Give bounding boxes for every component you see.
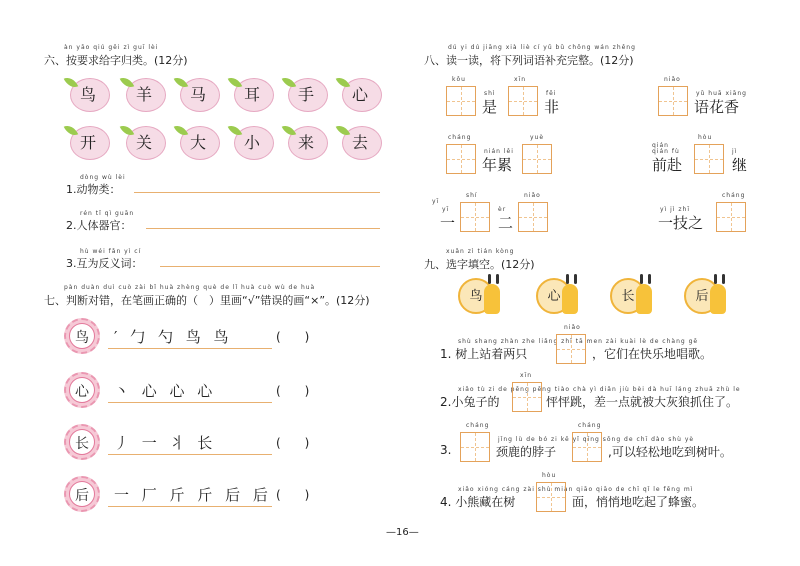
tian-box[interactable] (460, 432, 490, 462)
box-pinyin: cháng (448, 134, 472, 141)
flower-card (338, 76, 382, 112)
char-circle (64, 476, 100, 512)
flower-card (122, 76, 166, 112)
s6-heading: 六、按要求给字归类。(12分) (44, 54, 188, 67)
answer-parentheses[interactable]: ( ) (276, 436, 310, 450)
sentence-post: 怦怦跳，差一点就被大灰狼抓住了。 (546, 395, 739, 409)
s6-pinyin: àn yāo qiú gěi zì guī lèi (64, 44, 159, 51)
box-pinyin: cháng (466, 422, 490, 429)
char-pinyin: èr (498, 206, 507, 213)
circle-char: 鸟 (75, 330, 89, 346)
circle-char: 心 (75, 384, 89, 400)
sentence-pre: 2.小兔子的 (440, 395, 500, 409)
sentence-post: ,可以轻松地吃到树叶。 (608, 445, 732, 459)
snail-char: 心 (547, 289, 561, 304)
flower-char: 耳 (243, 85, 260, 104)
word-char: 一 (440, 214, 456, 232)
snail-card (536, 274, 590, 314)
flower-char: 大 (189, 133, 206, 152)
word-char: 继 (732, 156, 748, 174)
flower-card (284, 76, 328, 112)
s9-heading: 九、选字填空。(12分) (424, 258, 535, 271)
box-pinyin: niǎo (564, 324, 581, 331)
box-pinyin: cháng (578, 422, 602, 429)
char-pinyin: qián fù (652, 148, 680, 155)
flower-card (284, 124, 328, 160)
stroke-order: 丶 心 心 心 (114, 382, 217, 400)
char-circle (64, 372, 100, 408)
s6-item2-pinyin: rén tǐ qì guān (80, 210, 135, 217)
char-pinyin: nián lěi (484, 148, 514, 155)
stroke-underline (108, 348, 272, 349)
flower-card (66, 124, 110, 160)
flower-char: 马 (189, 85, 206, 104)
box-pinyin: shí (466, 192, 478, 199)
flower-char: 羊 (135, 85, 152, 104)
tian-box[interactable] (512, 382, 542, 412)
flower-card (66, 76, 110, 112)
stroke-order: ′ 勹 勺 鸟 鸟 (114, 328, 233, 346)
sentence-post: ，它们在快乐地唱歌。 (592, 347, 713, 361)
char-pinyin: yī (442, 206, 450, 213)
s6-item2-label: 2.人体器官： (66, 219, 132, 232)
box-pinyin: hòu (698, 134, 713, 141)
flower-char: 关 (135, 133, 152, 152)
s6-item1-label: 1.动物类： (66, 183, 121, 196)
flower-char: 手 (297, 85, 314, 104)
box-pinyin: hòu (542, 472, 557, 479)
stroke-underline (108, 402, 272, 403)
sentence-pinyin: shù shang zhàn zhe liǎng zhī tā men zài kuài lè de chàng gē (458, 338, 699, 345)
box-pinyin: kǒu (452, 76, 466, 83)
sentence-post: 面，悄悄地吃起了蜂蜜。 (572, 495, 705, 509)
tian-box[interactable] (716, 202, 746, 232)
char-pinyin: yì jì zhī (660, 206, 690, 213)
flower-char: 开 (79, 133, 96, 152)
flower-char: 心 (351, 85, 368, 104)
tian-box[interactable] (446, 86, 476, 116)
char-pinyin: yǔ huā xiāng (696, 90, 747, 97)
char-pinyin-extra: qián (652, 142, 669, 149)
s6-item1-pinyin: dòng wù lèi (80, 174, 126, 181)
word-chars: 年累 (482, 156, 513, 174)
char-pinyin: shì (484, 90, 496, 97)
snail-card (458, 274, 512, 314)
tian-box[interactable] (536, 482, 566, 512)
flower-char: 去 (351, 133, 368, 152)
word-chars: 前赴 (652, 156, 683, 174)
s8-heading: 八、读一读，将下列词语补充完整。(12分) (424, 54, 634, 67)
box-pinyin: xīn (520, 372, 533, 379)
snail-char: 长 (621, 289, 635, 304)
char-circle (64, 318, 100, 354)
circle-char: 长 (75, 436, 89, 452)
sentence-pre: 4. 小熊藏在树 (440, 495, 516, 509)
box-pinyin: cháng (722, 192, 746, 199)
tian-box[interactable] (556, 334, 586, 364)
sentence-pinyin: xiǎo tù zi de pēng pēng tiào chà yì diǎn jiù bèi dà huī láng zhuā zhù le (458, 386, 741, 393)
char-pinyin-extra: yī (432, 198, 440, 205)
word-char: 非 (544, 98, 560, 116)
tian-box[interactable] (522, 144, 552, 174)
box-pinyin: yuè (530, 134, 545, 141)
snail-card (610, 274, 664, 314)
char-pinyin: jì (732, 148, 738, 155)
s6-item3-label: 3.互为反义词： (66, 257, 143, 270)
sentence-mid: 颈鹿的脖子 (496, 445, 557, 459)
flower-card (176, 124, 220, 160)
snail-char: 后 (695, 289, 709, 304)
stroke-order: 一 厂 斤 斤 后 后 (114, 486, 272, 504)
flower-char: 小 (243, 133, 260, 152)
snail-card (684, 274, 738, 314)
tian-box[interactable] (446, 144, 476, 174)
s7-heading: 七、判断对错，在笔画正确的（ ）里画“√”错误的画“×”。(12分) (44, 294, 370, 307)
answer-parentheses[interactable]: ( ) (276, 488, 310, 502)
char-pinyin: fēi (546, 90, 557, 97)
stroke-order: 丿 一 丬 长 (114, 434, 217, 452)
stroke-underline (108, 454, 272, 455)
flower-char: 鸟 (79, 85, 96, 104)
s8-pinyin: dú yi dú jiāng xià liè cí yǔ bǔ chōng wán zhěng (448, 44, 636, 51)
word-chars: 语花香 (694, 98, 740, 116)
flower-card (230, 76, 274, 112)
flower-card (338, 124, 382, 160)
snail-char: 鸟 (469, 289, 483, 304)
tian-box[interactable] (572, 432, 602, 462)
box-pinyin: xīn (514, 76, 527, 83)
box-pinyin: niǎo (664, 76, 681, 83)
sentence-pinyin: jǐng lù de bó zi kě yǐ qīng sōng de chī dào shù yè (498, 436, 695, 443)
tian-box[interactable] (518, 202, 548, 232)
flower-card (230, 124, 274, 160)
tian-box[interactable] (658, 86, 688, 116)
sentence-pinyin: xiǎo xióng cáng zài shù miàn qiāo qiāo de chī qǐ le fēng mì (458, 486, 694, 493)
answer-parentheses[interactable]: ( ) (276, 384, 310, 398)
sentence-pre: 1. 树上站着两只 (440, 347, 528, 361)
circle-char: 后 (75, 488, 89, 504)
sentence-pre: 3. (440, 443, 452, 457)
word-char: 是 (482, 98, 498, 116)
word-char: 二 (498, 214, 514, 232)
s6-item3-answer-line[interactable] (160, 266, 380, 267)
char-circle (64, 424, 100, 460)
page-number: —16— (386, 527, 419, 538)
flower-char: 来 (297, 133, 314, 152)
box-pinyin: niǎo (524, 192, 541, 199)
word-chars: 一技之 (658, 214, 704, 232)
s9-pinyin: xuǎn zì tián kòng (446, 248, 515, 255)
tian-box[interactable] (694, 144, 724, 174)
s6-item2-answer-line[interactable] (146, 228, 380, 229)
s6-item3-pinyin: hù wéi fǎn yì cí (80, 248, 142, 255)
stroke-underline (108, 506, 272, 507)
s6-item1-answer-line[interactable] (134, 192, 380, 193)
tian-box[interactable] (460, 202, 490, 232)
answer-parentheses[interactable]: ( ) (276, 330, 310, 344)
tian-box[interactable] (508, 86, 538, 116)
flower-card (122, 124, 166, 160)
flower-card (176, 76, 220, 112)
s7-pinyin: pàn duàn duì cuò zài bǐ huà zhèng què de lǐ huà cuò wù de huà (64, 284, 316, 291)
